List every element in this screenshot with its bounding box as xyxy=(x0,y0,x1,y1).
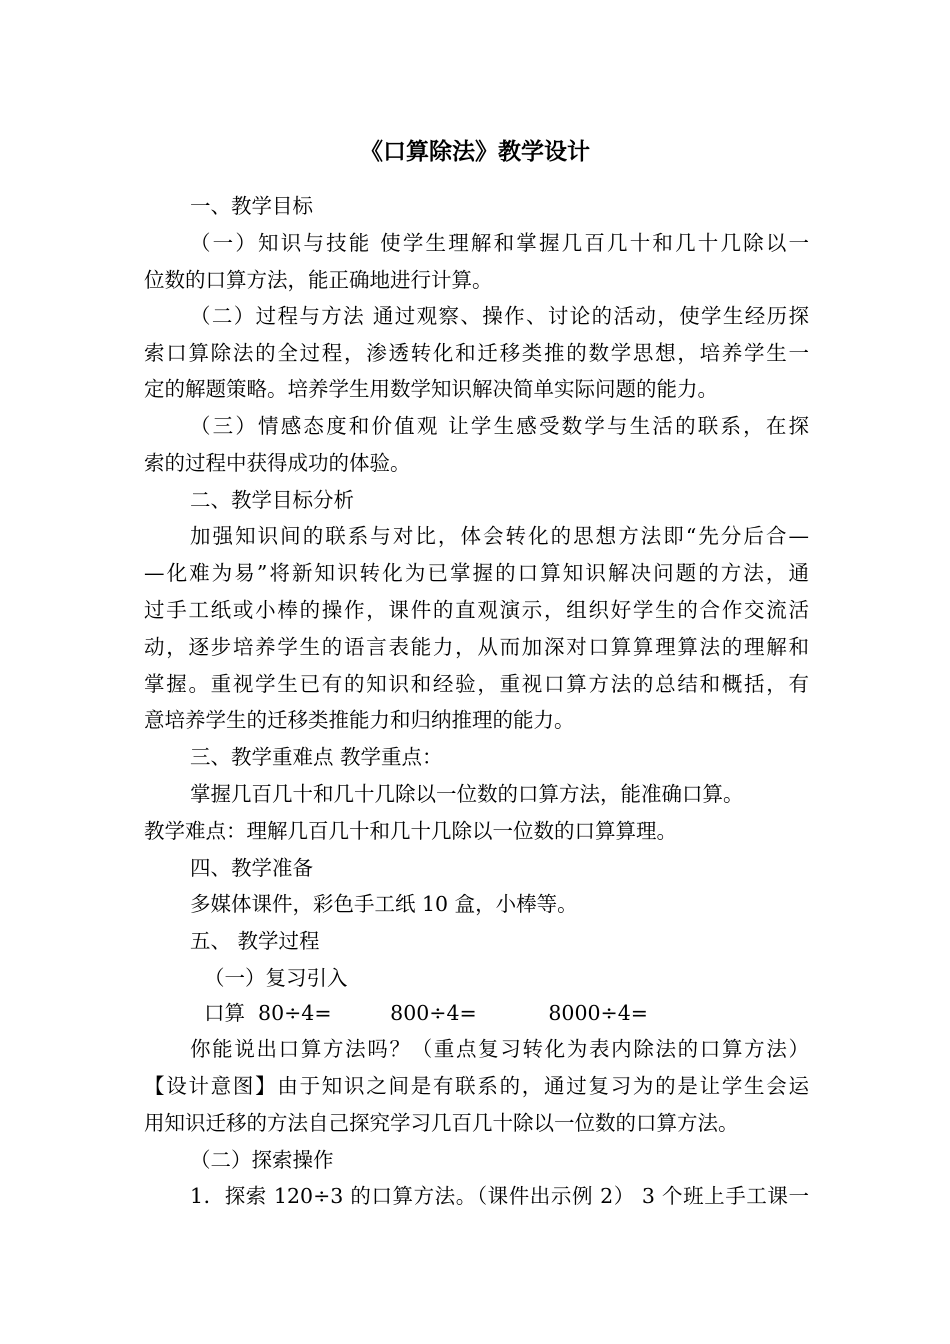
paragraph-line: 1．探索 120÷3 的口算方法。（课件出示例 2） 3 个班上手工课一 xyxy=(190,1184,809,1208)
paragraph-line: 索的过程中获得成功的体验。 xyxy=(144,451,411,475)
paragraph-line: 定的解题策略。培养学生用数学知识解决简单实际问题的能力。 xyxy=(144,377,718,401)
paragraph-line: 动，逐步培养学生的语言表能力，从而加深对口算算理算法的理解和 xyxy=(144,635,809,659)
section-heading: 二、教学目标分析 xyxy=(190,488,354,512)
subsection-heading: （一）复习引入 xyxy=(204,966,348,990)
paragraph-line: 教学难点：理解几百几十和几十几除以一位数的口算算理。 xyxy=(144,819,677,843)
calc-line: 口算 80÷4= 800÷4= 8000÷4= xyxy=(204,1001,648,1025)
document-title: 《口算除法》教学设计 xyxy=(360,139,590,165)
paragraph-line: 索口算除法的全过程，渗透转化和迁移类推的数学思想，培养学生一 xyxy=(144,341,809,365)
section-heading: 三、教学重难点 教学重点： xyxy=(190,745,443,769)
section-heading: 四、教学准备 xyxy=(190,856,313,880)
paragraph-line: 多媒体课件，彩色手工纸 10 盒，小棒等。 xyxy=(190,892,578,916)
paragraph-line: 掌握。重视学生已有的知识和经验，重视口算方法的总结和概括，有 xyxy=(144,672,809,696)
section-heading: 五、 教学过程 xyxy=(190,929,320,953)
paragraph-line: 用知识迁移的方法自己探究学习几百几十除以一位数的口算方法。 xyxy=(144,1111,739,1135)
paragraph-line: 掌握几百几十和几十几除以一位数的口算方法，能准确口算。 xyxy=(190,782,744,806)
paragraph-line: 加强知识间的联系与对比，体会转化的思想方法即“先分后合— xyxy=(190,524,809,548)
paragraph-line: —化难为易”将新知识转化为已掌握的口算知识解决问题的方法，通 xyxy=(144,561,809,585)
subsection-heading: （二）探索操作 xyxy=(190,1148,334,1172)
paragraph-line: （二）过程与方法 通过观察、操作、讨论的活动，使学生经历探 xyxy=(190,304,809,328)
paragraph-line: （一）知识与技能 使学生理解和掌握几百几十和几十几除以一 xyxy=(190,231,809,255)
paragraph-line: 过手工纸或小棒的操作，课件的直观演示，组织好学生的合作交流活 xyxy=(144,598,809,622)
paragraph-line: 位数的口算方法，能正确地进行计算。 xyxy=(144,268,493,292)
paragraph-line: 你能说出口算方法吗？（重点复习转化为表内除法的口算方法） xyxy=(190,1037,809,1061)
paragraph-line: （三）情感态度和价值观 让学生感受数学与生活的联系，在探 xyxy=(190,414,809,438)
paragraph-line: 意培养学生的迁移类推能力和归纳推理的能力。 xyxy=(144,708,575,732)
section-heading: 一、教学目标 xyxy=(190,194,313,218)
paragraph-line: 【设计意图】由于知识之间是有联系的，通过复习为的是让学生会运 xyxy=(144,1074,809,1098)
